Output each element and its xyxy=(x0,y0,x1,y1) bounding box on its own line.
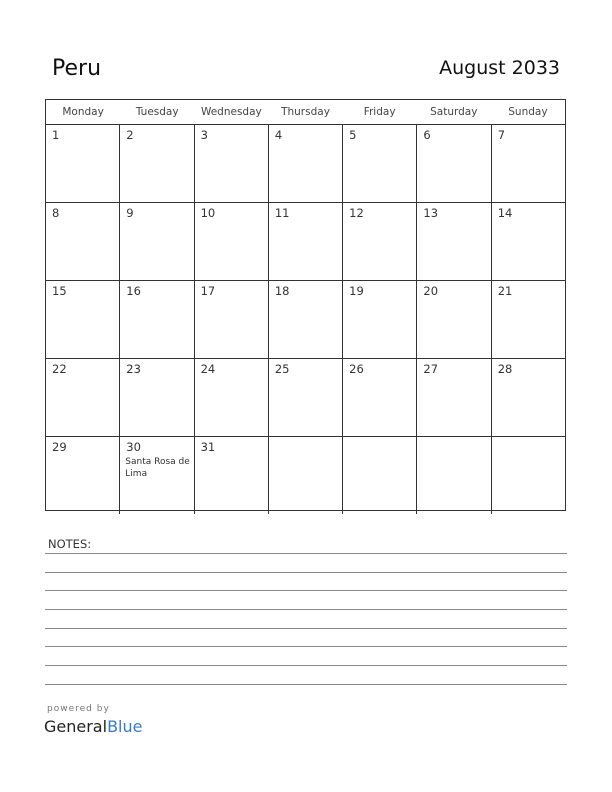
day-number: 16 xyxy=(126,284,141,298)
weekday-thursday: Thursday xyxy=(281,106,330,118)
day-number: 15 xyxy=(52,284,67,298)
weekday-header xyxy=(46,100,565,125)
day-number: 4 xyxy=(274,128,283,142)
day-cell xyxy=(492,203,565,280)
week-row xyxy=(46,359,565,437)
day-number: 13 xyxy=(423,206,439,220)
day-number: 17 xyxy=(200,284,216,298)
day-number: 10 xyxy=(200,206,216,220)
day-number: 5 xyxy=(349,128,357,142)
day-cell xyxy=(343,359,417,436)
day-cell xyxy=(46,203,120,280)
day-number: 28 xyxy=(497,362,513,376)
day-cell xyxy=(120,203,194,280)
day-number: 11 xyxy=(274,206,290,220)
weekday-wednesday: Wednesday xyxy=(200,106,262,118)
day-number: 2 xyxy=(126,128,134,142)
weekday-monday: Monday xyxy=(62,106,104,118)
day-cell xyxy=(417,203,491,280)
day-number: 6 xyxy=(423,128,431,142)
day-number: 31 xyxy=(200,440,216,454)
notes-line xyxy=(45,628,567,629)
day-cell xyxy=(120,359,194,436)
day-number: 8 xyxy=(52,206,60,220)
day-cell xyxy=(120,281,194,358)
day-cell xyxy=(46,359,120,436)
day-cell xyxy=(46,437,120,514)
day-cell xyxy=(492,125,565,202)
brand-blue: Blue xyxy=(107,717,143,736)
notes-line xyxy=(45,590,567,591)
day-number: 1 xyxy=(52,128,60,142)
day-cell xyxy=(195,125,269,202)
day-cell-empty xyxy=(492,437,565,514)
weekday-sunday: Sunday xyxy=(508,106,548,118)
day-cell xyxy=(343,125,417,202)
day-cell xyxy=(417,281,491,358)
week-row xyxy=(46,437,565,514)
day-cell xyxy=(492,281,565,358)
day-cell xyxy=(120,125,194,202)
weekday-saturday: Saturday xyxy=(430,106,478,118)
calendar-grid xyxy=(45,99,566,511)
day-number: 3 xyxy=(200,128,208,142)
day-number: 18 xyxy=(274,284,290,298)
day-number: 24 xyxy=(200,362,216,376)
day-cell xyxy=(195,203,269,280)
day-cell xyxy=(269,281,343,358)
week-row xyxy=(46,125,565,203)
week-row xyxy=(46,281,565,359)
day-cell xyxy=(343,203,417,280)
notes-line xyxy=(45,646,567,647)
day-number: 25 xyxy=(274,362,290,376)
day-cell-empty xyxy=(269,437,343,514)
notes-line xyxy=(45,572,567,573)
day-cell-empty xyxy=(343,437,417,514)
day-number: 21 xyxy=(497,284,513,298)
day-number: 23 xyxy=(126,362,141,376)
day-cell xyxy=(120,437,194,514)
day-cell xyxy=(492,359,565,436)
brand-general: General xyxy=(44,717,108,736)
country-title: Peru xyxy=(52,56,102,81)
day-number: 27 xyxy=(423,362,439,376)
notes-label: NOTES: xyxy=(48,537,92,551)
day-cell xyxy=(195,437,269,514)
day-cell xyxy=(46,281,120,358)
day-cell xyxy=(417,359,491,436)
day-number: 20 xyxy=(423,284,439,298)
notes-line xyxy=(45,553,567,554)
day-cell-empty xyxy=(417,437,491,514)
week-row xyxy=(46,203,565,281)
weekday-tuesday: Tuesday xyxy=(135,106,179,118)
day-number: 22 xyxy=(52,362,67,376)
powered-by-text: powered by xyxy=(47,704,110,714)
day-cell xyxy=(269,125,343,202)
holiday-label: Santa Rosa de Lima xyxy=(125,457,190,479)
day-cell xyxy=(46,125,120,202)
day-number: 12 xyxy=(349,206,364,220)
day-number: 30 xyxy=(126,440,141,454)
generalblue-logo xyxy=(44,717,142,736)
day-cell xyxy=(269,359,343,436)
day-cell xyxy=(343,281,417,358)
day-number: 7 xyxy=(497,128,506,142)
day-cell xyxy=(195,359,269,436)
day-cell xyxy=(195,281,269,358)
day-number: 19 xyxy=(349,284,364,298)
month-title: August 2033 xyxy=(439,57,560,79)
notes-line xyxy=(45,609,567,610)
day-number: 29 xyxy=(52,440,67,454)
notes-line xyxy=(45,665,567,666)
day-number: 26 xyxy=(349,362,364,376)
day-number: 9 xyxy=(126,206,134,220)
day-cell xyxy=(269,203,343,280)
weekday-friday: Friday xyxy=(363,106,396,118)
day-number: 14 xyxy=(497,206,513,220)
notes-line xyxy=(45,684,567,685)
day-cell xyxy=(417,125,491,202)
